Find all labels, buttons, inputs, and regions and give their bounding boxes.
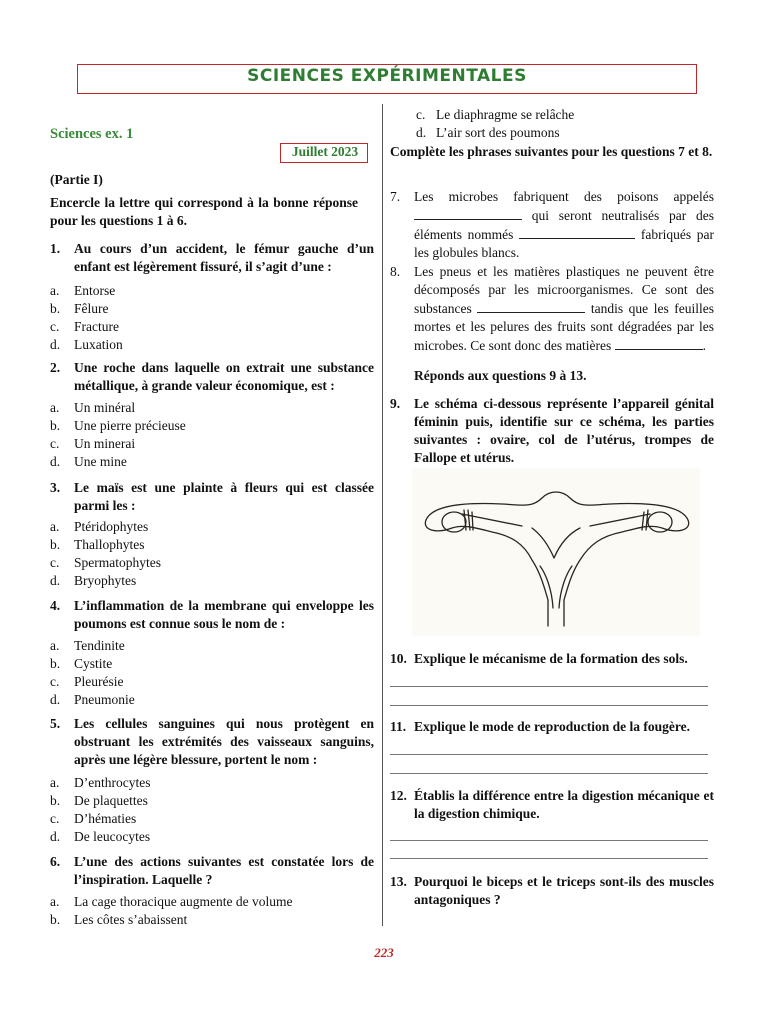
- answer-instruction: Réponds aux questions 9 à 13.: [414, 368, 587, 383]
- uterus-diagram-drawing: [412, 468, 700, 636]
- option-item: d. Luxation: [50, 337, 123, 352]
- question-1-options: [50, 282, 350, 354]
- question-number: 1.: [50, 241, 61, 256]
- question-text: L’une des actions suivantes est constatée lors de l’inspiration. Laquelle ?: [74, 854, 374, 887]
- question-number: 6.: [50, 854, 61, 869]
- question-text: Les microbes fabriquent des poisons appelés qui seront neutralisés par des éléments nommés fabriqués par les globules blancs.: [414, 189, 715, 260]
- option-item: a. D’enthrocytes: [50, 775, 151, 790]
- question-number: 3.: [50, 480, 61, 495]
- cervix-lines: [548, 600, 564, 626]
- question-number: 12.: [390, 788, 407, 803]
- answer-blank[interactable]: [519, 225, 635, 239]
- right-ovary-shape: [648, 512, 672, 532]
- answer-line[interactable]: [390, 840, 708, 841]
- option-item: c. D’hématies: [50, 811, 137, 826]
- question-text: Le schéma ci-dessous représente l’appareil génital féminin puis, identifie sur ce schéma, les parties suivantes : ovaire, col de l’utérus, trompes de Fallope et utérus.: [414, 396, 714, 465]
- option-item: d. L’air sort des poumons: [416, 125, 560, 140]
- question-5-options: [50, 774, 350, 846]
- question-number: 13.: [390, 874, 407, 889]
- female-reproductive-system-diagram: [412, 468, 700, 636]
- option-item: c. Le diaphragme se relâche: [416, 107, 575, 122]
- answer-line[interactable]: [390, 858, 708, 859]
- uterus-outline-left: [425, 520, 548, 600]
- question-text: Établis la différence entre la digestion mécanique et la digestion chimique.: [414, 788, 714, 821]
- option-item: d. De leucocytes: [50, 829, 151, 844]
- question-text: Explique le mode de reproduction de la fougère.: [414, 719, 691, 734]
- question-number: 10.: [390, 651, 407, 666]
- option-item: b. Fêlure: [50, 301, 109, 316]
- fallopian-tube-lines: [462, 514, 650, 526]
- question-text: Les cellules sanguines qui nous protègent en obstruant les extrémités des vaisseaux sanguins, après une légère blessure, portent le nom :: [74, 716, 374, 767]
- question-text: Les pneus et les matières plastiques ne peuvent être décomposés par les microorganismes. Ce sont des substances tandis que les feuilles mortes et les pelures des fruits sont dégradées par les microbes. Ce sont donc des matières .: [414, 264, 715, 353]
- question-number: 5.: [50, 716, 61, 731]
- option-item: a. Ptéridophytes: [50, 519, 149, 534]
- answer-blank[interactable]: [615, 336, 703, 350]
- option-item: c. Un minerai: [50, 436, 136, 451]
- option-item: a. Entorse: [50, 283, 116, 298]
- question-number: 8.: [390, 264, 401, 279]
- question-6-options: [50, 893, 350, 929]
- question-3-options: [50, 518, 350, 590]
- question-text: L’inflammation de la membrane qui enveloppe les poumons est connue sous le nom de :: [74, 598, 374, 631]
- question-text: Explique le mécanisme de la formation des sols.: [414, 651, 688, 666]
- question-text: Une roche dans laquelle on extrait une substance métallique, à grande valeur économique, est :: [74, 360, 374, 393]
- answer-line[interactable]: [390, 686, 708, 687]
- question-number: 2.: [50, 360, 61, 375]
- left-ovary-shape: [442, 512, 466, 532]
- page-number: 223: [374, 945, 394, 960]
- option-item: c. Fracture: [50, 319, 119, 334]
- instruction-text: Encercle la lettre qui correspond à la bonne réponse pour les questions 1 à 6.: [50, 195, 358, 228]
- page-title: SCIENCES EXPÉRIMENTALES: [247, 66, 527, 86]
- answer-line[interactable]: [390, 773, 708, 774]
- uterine-fundus-inner: [532, 528, 580, 558]
- section-label: Sciences ex. 1: [50, 126, 134, 142]
- option-item: b. Cystite: [50, 656, 113, 671]
- question-text: Le maïs est une plainte à fleurs qui est classée parmi les :: [74, 480, 374, 513]
- option-item: c. Pleurésie: [50, 674, 124, 689]
- option-item: d. Bryophytes: [50, 573, 137, 588]
- uterus-outline-right: [426, 492, 689, 600]
- option-item: a. La cage thoracique augmente de volume: [50, 894, 293, 909]
- option-item: d. Une mine: [50, 454, 127, 469]
- option-item: c. Spermatophytes: [50, 555, 161, 570]
- exam-date: Juillet 2023: [291, 144, 359, 159]
- option-item: a. Tendinite: [50, 638, 125, 653]
- answer-line[interactable]: [390, 754, 708, 755]
- option-item: b. Les côtes s’abaissent: [50, 912, 188, 927]
- question-text: Au cours d’un accident, le fémur gauche d’un enfant est légèrement fissuré, il s’agit d’une :: [74, 241, 374, 274]
- fill-instruction: Complète les phrases suivantes pour les questions 7 et 8.: [390, 144, 713, 159]
- option-item: b. Thallophytes: [50, 537, 145, 552]
- answer-blank[interactable]: [477, 299, 585, 313]
- option-item: b. Une pierre précieuse: [50, 418, 186, 433]
- question-number: 11.: [390, 719, 407, 734]
- option-item: a. Un minéral: [50, 400, 136, 415]
- option-item: b. De plaquettes: [50, 793, 148, 808]
- question-number: 4.: [50, 598, 61, 613]
- option-item: d. Pneumonie: [50, 692, 135, 707]
- question-number: 7.: [390, 189, 401, 204]
- part-label: (Partie I): [50, 172, 103, 187]
- answer-line[interactable]: [390, 705, 708, 706]
- question-text: Pourquoi le biceps et le triceps sont-ils des muscles antagoniques ?: [414, 874, 714, 907]
- question-2-options: [50, 399, 350, 471]
- answer-blank[interactable]: [414, 206, 522, 220]
- column-divider: [382, 104, 383, 926]
- question-number: 9.: [390, 396, 401, 411]
- question-6-options-continued: [390, 106, 690, 142]
- question-4-options: [50, 637, 350, 709]
